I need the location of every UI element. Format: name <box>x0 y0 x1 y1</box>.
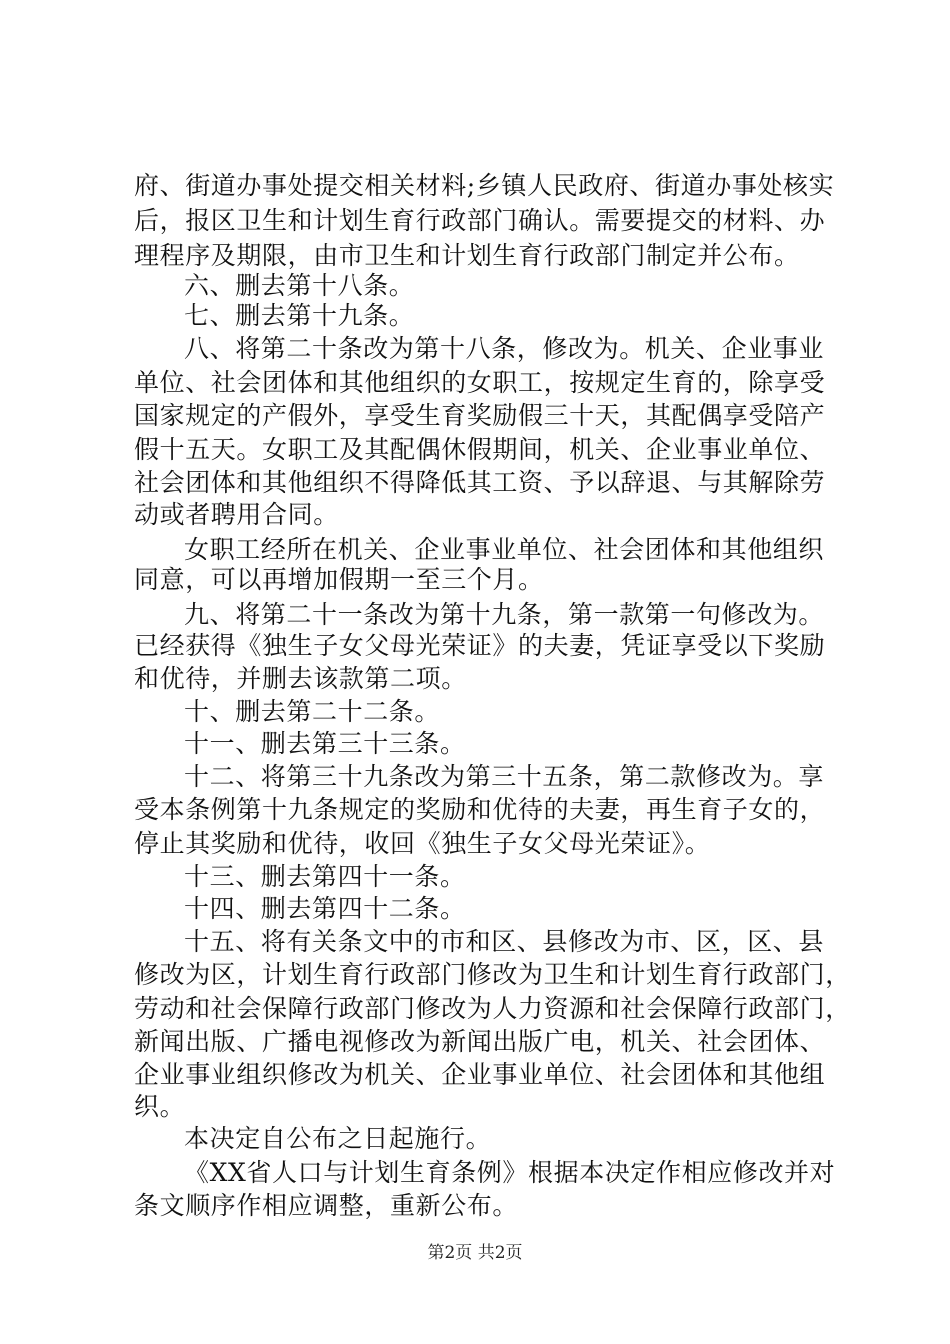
paragraph-line: 企业事业组织修改为机关、企业事业单位、社会团体和其他组 <box>134 1060 826 1089</box>
paragraph-line: 府、街道办事处提交相关材料;乡镇人民政府、街道办事处核实 <box>134 171 835 200</box>
paragraph-line: 社会团体和其他组织不得降低其工资、予以辞退、与其解除劳 <box>134 468 826 497</box>
paragraph-line: 《XX省人口与计划生育条例》根据本决定作相应修改并对 <box>184 1158 836 1187</box>
paragraph-line: 十二、将第三十九条改为第三十五条，第二款修改为。享 <box>184 762 825 791</box>
paragraph-line: 本决定自公布之日起施行。 <box>184 1124 492 1153</box>
paragraph-line: 停止其奖励和优待，收回《独生子女父母光荣证》。 <box>134 829 711 858</box>
paragraph-line: 十四、删去第四十二条。 <box>184 894 466 923</box>
paragraph-line: 受本条例第十九条规定的奖励和优待的夫妻，再生育子女的， <box>134 795 826 824</box>
paragraph-line: 九、将第二十一条改为第十九条，第一款第一句修改为。 <box>184 600 825 629</box>
paragraph-line: 条文顺序作相应调整，重新公布。 <box>134 1191 519 1220</box>
page-number-footer: 第2页 共2页 <box>427 1243 523 1263</box>
paragraph-line: 理程序及期限，由市卫生和计划生育行政部门制定并公布。 <box>134 241 800 270</box>
paragraph-line: 动或者聘用合同。 <box>134 500 339 529</box>
paragraph-line: 八、将第二十条改为第十八条，修改为。机关、企业事业 <box>184 334 825 363</box>
paragraph-line: 十五、将有关条文中的市和区、县修改为市、区，区、县 <box>184 927 825 956</box>
paragraph-line: 七、删去第十九条。 <box>184 301 415 330</box>
paragraph-line: 十一、删去第三十三条。 <box>184 729 466 758</box>
paragraph-line: 后，报区卫生和计划生育行政部门确认。需要提交的材料、办 <box>134 206 826 235</box>
paragraph-line: 六、删去第十八条。 <box>184 271 415 300</box>
paragraph-line: 修改为区，计划生育行政部门修改为卫生和计划生育行政部门， <box>134 960 851 989</box>
paragraph-line: 十、删去第二十二条。 <box>184 697 441 726</box>
paragraph-line: 同意，可以再增加假期一至三个月。 <box>134 565 544 594</box>
paragraph-line: 已经获得《独生子女父母光荣证》的夫妻，凭证享受以下奖励 <box>134 631 826 660</box>
paragraph-line: 新闻出版、广播电视修改为新闻出版广电，机关、社会团体、 <box>134 1027 826 1056</box>
paragraph-line: 织。 <box>134 1092 186 1121</box>
paragraph-line: 劳动和社会保障行政部门修改为人力资源和社会保障行政部门， <box>134 994 851 1023</box>
paragraph-line: 假十五天。女职工及其配偶休假期间，机关、企业事业单位、 <box>134 435 826 464</box>
paragraph-line: 女职工经所在机关、企业事业单位、社会团体和其他组织 <box>184 535 825 564</box>
paragraph-line: 和优待，并删去该款第二项。 <box>134 664 467 693</box>
paragraph-line: 国家规定的产假外，享受生育奖励假三十天，其配偶享受陪产 <box>134 401 826 430</box>
paragraph-line: 单位、社会团体和其他组织的女职工，按规定生育的，除享受 <box>134 368 826 397</box>
paragraph-line: 十三、删去第四十一条。 <box>184 862 466 891</box>
